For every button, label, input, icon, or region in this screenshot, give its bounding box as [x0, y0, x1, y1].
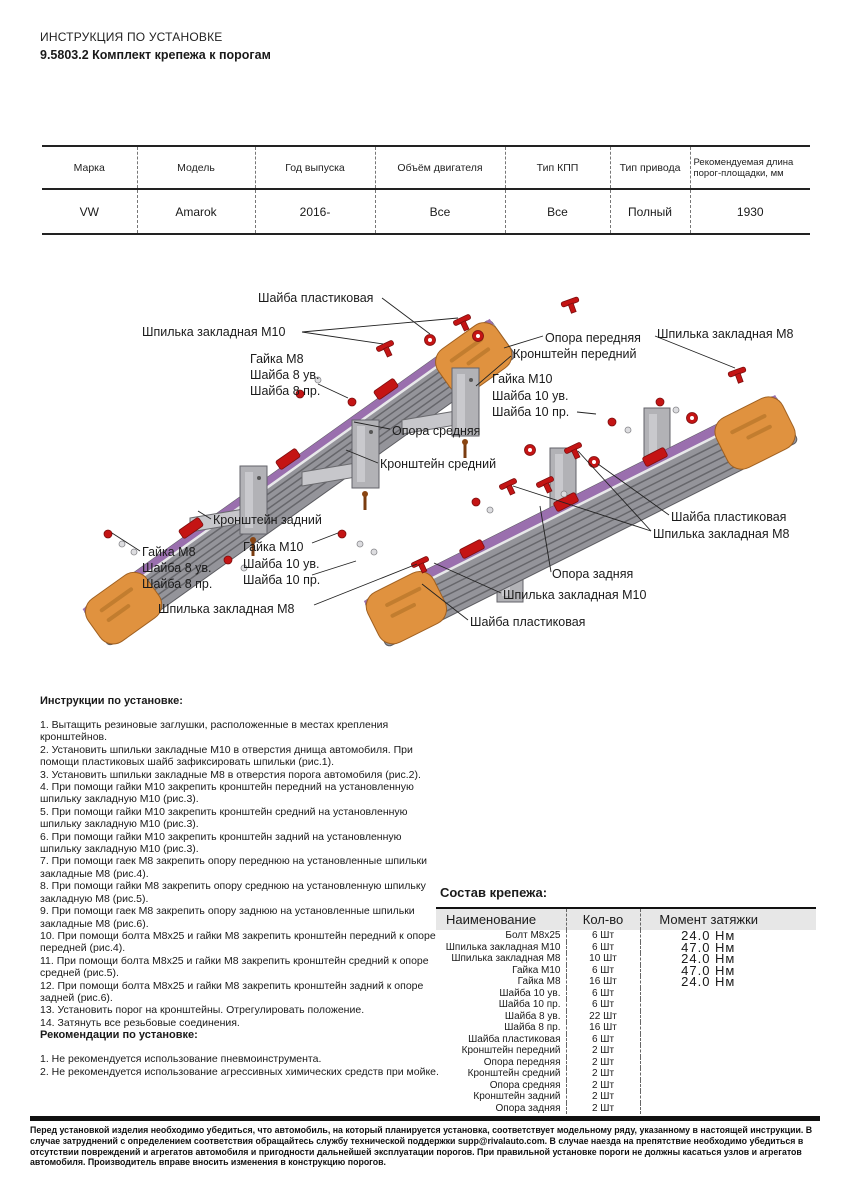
col-header-gearbox: Тип КПП	[505, 146, 610, 189]
part-torque	[640, 1057, 816, 1069]
leader-line	[302, 318, 458, 332]
footer-divider-bar	[30, 1116, 820, 1121]
stud-fastener	[728, 367, 750, 386]
parts-heading: Состав крепежа:	[440, 885, 548, 900]
part-torque	[640, 1103, 816, 1115]
part-qty: 16 Шт	[566, 1022, 640, 1034]
part-name: Гайка М10	[512, 964, 561, 976]
vehicle-model: Amarok	[137, 189, 255, 234]
part-label: Шайба 8 пр.	[142, 577, 213, 591]
leader-line	[112, 533, 140, 551]
parts-row	[436, 1045, 816, 1057]
part-name: Опора средняя	[489, 1079, 561, 1091]
part-torque: 24.0 Нм	[640, 976, 816, 988]
part-name: Кронштейн задний	[473, 1091, 561, 1102]
nut-fastener	[104, 530, 112, 538]
part-qty: 16 Шт	[566, 976, 640, 988]
part-name: Болт М8х25	[505, 930, 561, 941]
part-label: Шпилька закладная М8	[657, 327, 794, 341]
part-torque	[640, 999, 816, 1011]
part-qty: 2 Шт	[566, 1068, 640, 1080]
part-label: Шпилька закладная М8	[653, 527, 790, 541]
instruction-step: 2. Установить шпильки закладные М10 в отверстия днища автомобиля. При помощи пластиковых шайб зафиксировать шпильки (рис.1).	[40, 743, 413, 769]
part-label: Опора передняя	[545, 331, 641, 345]
part-torque	[640, 1091, 816, 1103]
part-qty: 6 Шт	[566, 988, 640, 1000]
part-torque	[640, 1045, 816, 1057]
part-label: Шайба 10 пр.	[492, 405, 570, 419]
part-label: Гайка М10	[243, 540, 304, 554]
washer	[673, 407, 679, 413]
washer	[131, 549, 137, 555]
vehicle-brand: VW	[79, 204, 99, 219]
part-name: Гайка М8	[517, 976, 561, 987]
parts-row	[436, 999, 816, 1011]
document-subtitle: 9.5803.2 Комплект крепежа к порогам	[40, 48, 271, 62]
part-qty: 2 Шт	[566, 1091, 640, 1103]
stud-fastener	[376, 340, 398, 360]
parts-row	[436, 965, 816, 977]
washer	[625, 427, 631, 433]
vehicle-engine: Все	[375, 189, 505, 234]
leader-line	[382, 298, 430, 334]
vehicle-length: 1930	[690, 189, 810, 234]
parts-col-torque: Момент затяжки	[640, 908, 816, 930]
nut-fastener	[348, 398, 356, 406]
parts-row	[436, 942, 816, 954]
leader-line	[577, 412, 596, 414]
col-header-engine: Объём двигателя	[375, 146, 505, 189]
vehicle-year: 2016-	[255, 189, 375, 234]
vehicle-row	[42, 189, 810, 234]
nut-fastener	[224, 556, 232, 564]
part-name: Опора задняя	[495, 1102, 561, 1114]
instruction-step: 3. Установить шпильки закладные М8 в отверстия порога автомобиля (рис.2).	[40, 768, 421, 781]
instruction-step: 5. При помощи гайки М10 закрепить кронштейн средний на установленную шпильку закладную М10 (рис.3).	[40, 805, 408, 831]
part-name: Кронштейн средний	[467, 1068, 561, 1079]
part-qty: 6 Шт	[566, 965, 640, 977]
part-label: Гайка М10	[492, 372, 553, 386]
parts-row	[436, 988, 816, 1000]
instruction-step: 1. Вытащить резиновые заглушки, расположенные в местах крепления кронштейнов.	[40, 719, 389, 744]
recommendations-heading: Рекомендации по установке:	[40, 1029, 198, 1042]
hardware-kit-table	[436, 885, 816, 1114]
plastic-washer	[687, 413, 698, 424]
leader-line	[302, 332, 383, 344]
part-torque	[640, 988, 816, 1000]
part-label: Шпилька закладная М10	[503, 588, 647, 602]
parts-row	[436, 1022, 816, 1034]
plastic-washer	[525, 445, 536, 456]
parts-row	[436, 1091, 816, 1103]
instruction-step: 9. При помощи гаек М8 закрепить опору заднюю на установленные шпильки закладные М8 (рис.6).	[40, 905, 415, 930]
recommendation-item: 2. Не рекомендуется использование агрессивных химических средств при мойке.	[40, 1065, 439, 1078]
part-name: Опора передняя	[483, 1056, 561, 1068]
parts-row	[436, 1068, 816, 1080]
parts-row	[436, 1011, 816, 1023]
part-name: Шайба 10 пр.	[498, 999, 561, 1010]
washer	[371, 549, 377, 555]
parts-row	[436, 976, 816, 988]
vehicle-gearbox: Все	[505, 189, 610, 234]
part-torque: 47.0 Нм	[640, 965, 816, 977]
part-label: Шайба 8 ув.	[250, 368, 320, 382]
part-label: Шайба 10 ув.	[492, 389, 569, 403]
part-qty: 6 Шт	[566, 942, 640, 954]
installation-instructions	[40, 695, 442, 1078]
instruction-step: 7. При помощи гаек М8 закрепить опору переднюю на установленные шпильки закладные М8 (рис.4).	[40, 855, 427, 880]
parts-row	[436, 1034, 816, 1046]
part-label: Шайба пластиковая	[258, 291, 374, 305]
leader-line	[318, 384, 348, 398]
instruction-step: 11. При помощи болта М8х25 и гайки М8 закрепить кронштейн средний к опоре средней (рис.5).	[40, 954, 429, 980]
parts-col-name: Наименование	[446, 912, 537, 927]
part-qty: 6 Шт	[566, 930, 640, 942]
parts-row	[436, 1057, 816, 1069]
instruction-step: 8. При помощи гайки М8 закрепить опору среднюю на установленную шпильку закладную М8 (рис.5).	[40, 880, 426, 905]
part-label: Шайба 10 пр.	[243, 573, 321, 587]
footer-disclaimer: Перед установкой изделия необходимо убедиться, что автомобиль, на который планируется установка, соответствует модельному ряду, указанному в настоящей инструкции. В случае затруднений с определением соответствия обращайтесь службу технической поддержки supp@rivalauto.com. В случае наезда на препятствие необходимо убедиться в отсутствии повреждений и агрегатов автомобиля и пригодности дальнейшей эксплуатации порогов. При правильной установке пороги не должны касаться узлов и агрегатов автомобиля. Производитель вправе вносить изменения в конструкцию порогов.	[30, 1125, 813, 1168]
col-header-year: Год выпуска	[255, 146, 375, 189]
parts-row	[436, 1103, 816, 1115]
washer	[119, 541, 125, 547]
part-label: Кронштейн задний	[213, 513, 322, 527]
instruction-step: 13. Установить порог на кронштейны. Отрегулировать положение.	[40, 1004, 365, 1017]
part-name: Шайба 10 ув.	[499, 987, 561, 999]
instruction-step: 14. Затянуть все резьбовые соединения.	[40, 1016, 240, 1029]
part-label: Кронштейн передний	[513, 347, 637, 361]
part-torque	[640, 1011, 816, 1023]
part-qty: 6 Шт	[566, 1034, 640, 1046]
parts-row	[436, 930, 816, 942]
vehicle-drive: Полный	[610, 189, 690, 234]
document-title: ИНСТРУКЦИЯ ПО УСТАНОВКЕ	[40, 30, 223, 44]
part-label: Шайба 8 пр.	[250, 384, 321, 398]
part-label: Шпилька закладная М10	[142, 325, 286, 339]
col-header-drive: Тип привода	[610, 146, 690, 189]
part-qty: 2 Шт	[566, 1057, 640, 1069]
part-qty: 2 Шт	[566, 1103, 640, 1115]
parts-row	[436, 1080, 816, 1092]
part-name: Шпилька закладная М8	[451, 953, 561, 964]
washer	[487, 507, 493, 513]
part-torque: 47.0 Нм	[640, 942, 816, 954]
part-qty: 2 Шт	[566, 1080, 640, 1092]
instruction-step: 10. При помощи болта М8х25 и гайки М8 закрепить кронштейн передний к опоре передней (рис.4).	[40, 929, 436, 955]
instruction-step: 6. При помощи гайки М10 закрепить кронштейн задний на установленную шпильку закладную М10 (рис.3).	[40, 830, 402, 856]
col-header-length: Рекомендуемая длина порог-площадки, мм	[690, 146, 810, 189]
part-label: Опора задняя	[552, 567, 634, 581]
part-qty: 6 Шт	[566, 999, 640, 1011]
part-label: Гайка М8	[250, 352, 304, 366]
instruction-step: 12. При помощи болта М8х25 и гайки М8 закрепить кронштейн задний к опоре задней (рис.6).	[40, 979, 424, 1004]
part-torque	[640, 1080, 816, 1092]
col-header-model: Модель	[137, 146, 255, 189]
assembly-diagram	[0, 272, 849, 668]
part-label: Кронштейн средний	[380, 457, 497, 471]
part-label: Шайба 8 ув.	[142, 561, 212, 575]
part-qty: 2 Шт	[566, 1045, 640, 1057]
part-torque	[640, 1068, 816, 1080]
plastic-washer	[425, 335, 436, 346]
nut-fastener	[608, 418, 616, 426]
part-torque: 24.0 Нм	[640, 930, 816, 942]
leader-line	[312, 533, 338, 543]
part-torque	[640, 1034, 816, 1046]
part-name: Шайба 8 ув.	[504, 1010, 561, 1022]
instruction-step: 4. При помощи гайки М10 закрепить кронштейн передний на установленную шпильку закладную М10 (рис.3).	[40, 781, 414, 806]
part-label: Шайба пластиковая	[470, 615, 586, 629]
vehicle-spec-table	[42, 145, 810, 235]
part-label: Гайка М8	[142, 545, 196, 559]
part-label: Шайба 10 ув.	[243, 557, 320, 571]
part-torque	[640, 1022, 816, 1034]
nut-fastener	[338, 530, 346, 538]
nut-fastener	[472, 498, 480, 506]
part-name: Кронштейн передний	[461, 1045, 561, 1056]
plastic-washer	[473, 331, 484, 342]
part-qty: 22 Шт	[566, 1011, 640, 1023]
part-label: Шпилька закладная М8	[158, 602, 295, 616]
instructions-heading: Инструкции по установке:	[40, 695, 183, 707]
recommendation-item: 1. Не рекомендуется использование пневмоинструмента.	[40, 1053, 322, 1066]
plastic-washer	[589, 457, 600, 468]
washer	[561, 491, 567, 497]
part-name: Шпилька закладная М10	[445, 941, 561, 953]
part-torque: 24.0 Нм	[640, 953, 816, 965]
parts-row	[436, 953, 816, 965]
stud-fastener	[561, 297, 583, 316]
parts-col-qty: Кол-во	[566, 908, 640, 930]
part-label: Опора средняя	[392, 424, 481, 438]
washer	[357, 541, 363, 547]
part-name: Шайба пластиковая	[468, 1033, 561, 1045]
document-header	[40, 30, 271, 62]
part-qty: 10 Шт	[566, 953, 640, 965]
col-header-brand: Марка	[42, 146, 137, 189]
part-name: Шайба 8 пр.	[504, 1022, 561, 1033]
nut-fastener	[656, 398, 664, 406]
part-label: Шайба пластиковая	[671, 510, 787, 524]
